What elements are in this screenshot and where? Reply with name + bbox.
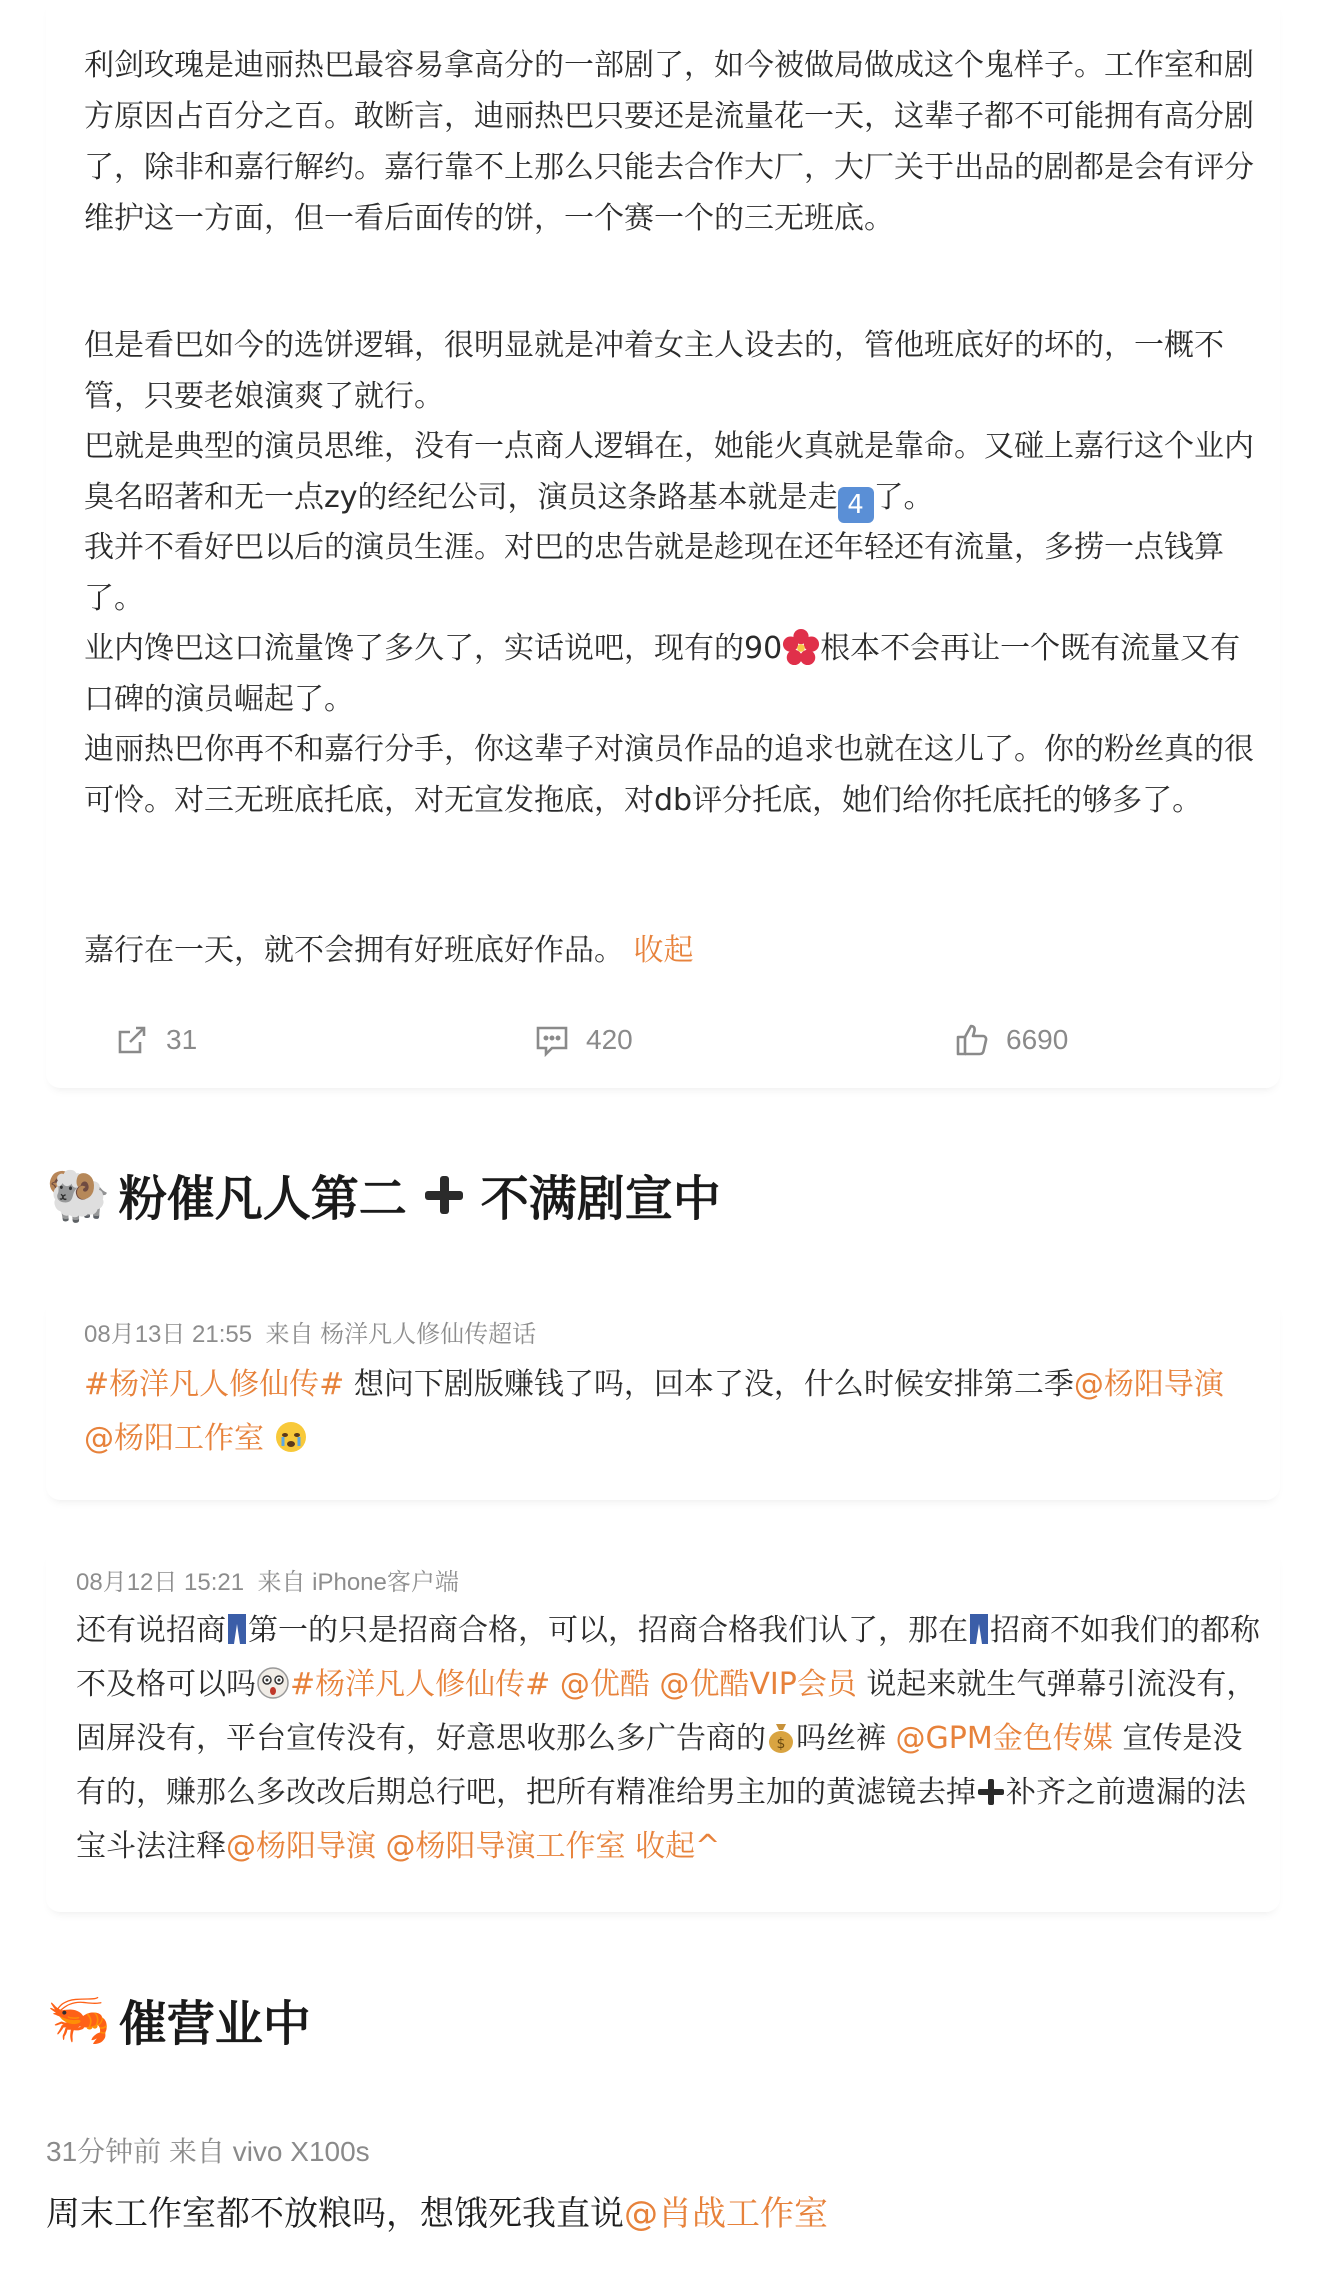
weibo-post-card: [46, 1550, 1280, 1912]
post-text: 周末工作室都不放粮吗，想饿死我直说@肖战工作室: [46, 2194, 828, 2234]
post-source: 来自 杨洋凡人修仙传超话: [265, 1321, 537, 1348]
topic-link[interactable]: #杨洋凡人修仙传#: [84, 1367, 345, 1402]
mention-link[interactable]: @杨阳导演工作室: [385, 1829, 626, 1864]
post-meta: [76, 1562, 459, 1597]
weibo-post-card: [46, 0, 1280, 1088]
weibo-post-card: [46, 1300, 1280, 1500]
share-count: 31: [166, 1024, 198, 1055]
post-date: 08月12日 15:21: [76, 1569, 245, 1596]
section-title-part: 粉催凡人第二: [118, 1171, 407, 1227]
share-button[interactable]: [112, 1010, 197, 1070]
post-paragraph: 利剑玫瑰是迪丽热巴最容易拿高分的一部剧了，如今被做局做成这个鬼样子。工作室和剧方原因占百分之百。敢断言，迪丽热巴只要还是流量花一天，这辈子都不可能拥有高分剧了，除非和嘉行解约。嘉行靠不上那么只能去合作大厂，大厂关于出品的剧都是会有评分维护这一方面，但一看后面传的饼，一个赛一个的三无班底。: [84, 48, 1254, 236]
plus-icon: [976, 1777, 1006, 1807]
post-date: 08月13日 21:55: [84, 1321, 253, 1348]
hibiscus-icon: [782, 628, 820, 666]
section-heading: [46, 1160, 721, 1229]
jeans-icon: [968, 1612, 990, 1646]
comment-button[interactable]: [532, 1010, 633, 1070]
like-count: 6690: [1006, 1024, 1069, 1055]
comment-count: 420: [586, 1024, 633, 1055]
post-paragraph: 巴就是典型的演员思维，没有一点商人逻辑在，她能火真就是靠命。又碰上嘉行这个业内臭名昭著和无一点zy的经纪公司，演员这条路基本就是走 4 了。: [84, 421, 1264, 523]
post-paragraph: 我并不看好巴以后的演员生涯。对巴的忠告就是趁现在还年轻还有流量，多捞一点钱算了。: [84, 530, 1224, 616]
share-icon: [112, 1020, 152, 1060]
like-button[interactable]: [952, 1010, 1068, 1070]
post-paragraph: 迪丽热巴你再不和嘉行分手，你这辈子对演员作品的追求也就在这儿了。你的粉丝真的很可怜。对三无班底托底，对无宣发拖底，对db评分托底，她们给你托底托的够多了。: [84, 732, 1254, 818]
post-paragraph: 业内馋巴这口流量馋了多久了，实话说吧，现有的90 根本不会再让一个既有流量又有口碑的演员崛起了。: [84, 623, 1264, 725]
topic-link[interactable]: #杨洋凡人修仙传#: [290, 1667, 551, 1702]
mention-link[interactable]: @肖战工作室: [624, 2194, 828, 2234]
weibo-post-card: [46, 2130, 1280, 2235]
mention-link[interactable]: @杨阳导演: [226, 1829, 376, 1864]
crying-face-icon: [274, 1420, 308, 1454]
collapse-link[interactable]: 收起: [633, 933, 694, 968]
section-title-part: 不满剧宣中: [480, 1171, 721, 1227]
action-bar: [46, 1010, 1280, 1070]
post-text: 还有说招商 第一的只是招商合格，可以，招商合格我们认了，那在 招商不如我们的都称不及格可以吗 #杨洋凡人修仙传# @优酷 @优酷VIP会员 说起来就生气弹幕引流没有，固屏没有，平台宣传没有，好意思收那么多广告商的 $ 吗丝裤 @GPM金色传媒 宣传是没有的，赚那么多改改后期总行吧，把所有精准给男主加的黄滤镜去掉 补齐之前遗漏的法宝斗法注释@杨阳导演 @杨阳导演工作室 收起^: [76, 1613, 1260, 1864]
post-source: 来自 iPhone客户端: [257, 1569, 459, 1596]
mention-link[interactable]: @杨阳导演: [1073, 1367, 1224, 1402]
collapse-link[interactable]: 收起^: [635, 1829, 721, 1864]
mention-link[interactable]: @杨阳工作室: [84, 1421, 264, 1456]
shocked-face-icon: [256, 1666, 290, 1700]
jeans-icon: [226, 1612, 248, 1646]
mention-link[interactable]: @优酷VIP会员: [659, 1667, 857, 1702]
shrimp-icon: 🦐: [46, 1990, 111, 2050]
post-paragraph: 嘉行在一天，就不会拥有好班底好作品。 收起: [84, 933, 694, 968]
mention-link[interactable]: @GPM金色传媒: [895, 1721, 1113, 1756]
plus-icon: [421, 1172, 467, 1218]
post-meta: 31分钟前 来自 vivo X100s: [46, 2136, 370, 2167]
mention-link[interactable]: @优酷: [559, 1667, 650, 1702]
money-bag-icon: [766, 1720, 796, 1754]
section-title: 催营业中: [118, 1996, 311, 2052]
post-text: #杨洋凡人修仙传# 想问下剧版赚钱了吗，回本了没，什么时候安排第二季@杨阳导演 @杨阳工作室: [84, 1367, 1224, 1456]
thumbs-up-icon: [952, 1020, 992, 1060]
post-meta: [84, 1314, 536, 1349]
svg-text:$: $: [776, 1736, 786, 1752]
sheep-icon: 🐏: [46, 1165, 111, 1225]
section-heading: [46, 1985, 311, 2054]
comment-icon: [532, 1020, 572, 1060]
post-paragraph: 但是看巴如今的选饼逻辑，很明显就是冲着女主人设去的，管他班底好的坏的，一概不管，只要老娘演爽了就行。: [84, 328, 1224, 414]
keycap-four-emoji: 4: [838, 487, 874, 523]
